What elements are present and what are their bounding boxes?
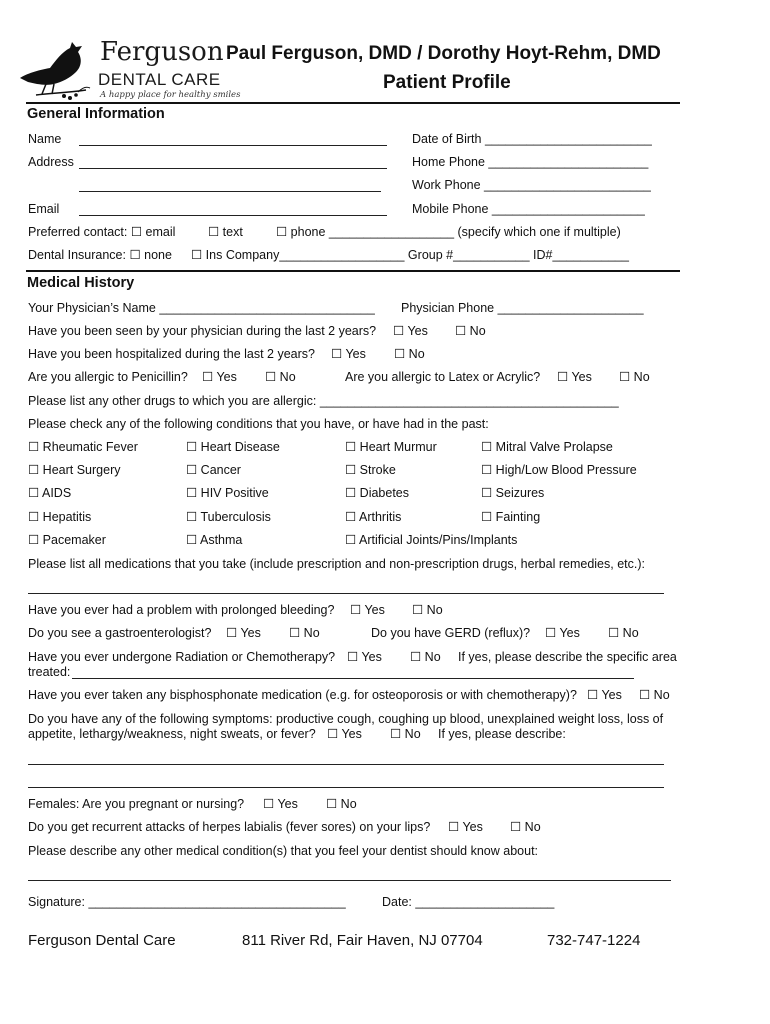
other-conditions-field[interactable] — [28, 880, 671, 881]
condition-hepatitis[interactable]: ☐ Hepatitis — [28, 510, 92, 524]
bisphosphonate-question: Have you ever taken any bisphosphonate medication (e.g. for osteoporosis or with chemotherapy)? — [28, 688, 577, 702]
condition-seizures[interactable]: ☐ Seizures — [481, 486, 545, 500]
bisphosphonate-no[interactable]: ☐ No — [639, 688, 670, 702]
condition-pacemaker[interactable]: ☐ Pacemaker — [28, 533, 106, 547]
gerd-no[interactable]: ☐ No — [608, 626, 639, 640]
dob-field[interactable]: Date of Birth ________________________ — [412, 132, 652, 146]
preferred-contact-text[interactable]: ☐ text — [208, 225, 243, 239]
home-phone-field[interactable]: Home Phone _______________________ — [412, 155, 649, 169]
condition-tuberculosis[interactable]: ☐ Tuberculosis — [186, 510, 271, 524]
logo-name: Ferguson — [100, 37, 224, 67]
other-conditions-question: Please describe any other medical condition(s) that you feel your dentist should know about: — [28, 844, 539, 858]
signature-field[interactable]: Signature: _____________________________________ — [28, 895, 346, 909]
radiation-treated-label: treated: — [28, 665, 71, 679]
cardinal-bird-icon — [16, 38, 100, 102]
medications-field[interactable] — [28, 593, 664, 594]
physician-name-field[interactable]: Your Physician’s Name _______________________________ — [28, 301, 375, 315]
footer-practice-name: Ferguson Dental Care — [28, 932, 176, 949]
radiation-no[interactable]: ☐ No — [410, 650, 441, 664]
condition-cancer[interactable]: ☐ Cancer — [186, 463, 241, 477]
practice-logo — [16, 37, 241, 102]
condition-rheumatic-fever[interactable]: ☐ Rheumatic Fever — [28, 440, 138, 454]
address-field-2[interactable] — [79, 191, 381, 192]
herpes-no[interactable]: ☐ No — [510, 820, 541, 834]
gerd-yes[interactable]: ☐ Yes — [545, 626, 580, 640]
condition-artificial-joints[interactable]: ☐ Artificial Joints/Pins/Implants — [345, 533, 518, 547]
symptoms-describe-field-2[interactable] — [28, 787, 664, 788]
gastroenterologist-yes[interactable]: ☐ Yes — [226, 626, 261, 640]
pregnant-yes[interactable]: ☐ Yes — [263, 797, 298, 811]
address-label: Address — [28, 155, 74, 169]
date-field[interactable]: Date: ____________________ — [382, 895, 555, 909]
work-phone-field[interactable]: Work Phone ________________________ — [412, 178, 651, 192]
latex-no[interactable]: ☐ No — [619, 370, 650, 384]
radiation-yes[interactable]: ☐ Yes — [347, 650, 382, 664]
condition-aids[interactable]: ☐ AIDS — [28, 486, 72, 500]
condition-heart-surgery[interactable]: ☐ Heart Surgery — [28, 463, 121, 477]
logo-subtitle: DENTAL CARE — [98, 70, 221, 89]
medications-question: Please list all medications that you take (include prescription and non-prescription drugs, herbal remedies, etc.): — [28, 557, 645, 571]
conditions-instruction: Please check any of the following conditions that you have, or have had in the past: — [28, 417, 489, 431]
dental-insurance-company[interactable]: ☐ Ins Company__________________ Group #___________ ID#___________ — [191, 248, 629, 262]
form-title: Patient Profile — [383, 72, 511, 93]
condition-hiv-positive[interactable]: ☐ HIV Positive — [186, 486, 269, 500]
hospitalized-yes[interactable]: ☐ Yes — [331, 347, 366, 361]
condition-heart-murmur[interactable]: ☐ Heart Murmur — [345, 440, 437, 454]
latex-question: Are you allergic to Latex or Acrylic? — [345, 370, 541, 384]
logo-tagline: A happy place for healthy smiles — [100, 90, 241, 100]
dental-insurance-none[interactable]: Dental Insurance: ☐ none — [28, 248, 172, 262]
physician-phone-field[interactable]: Physician Phone _____________________ — [401, 301, 644, 315]
email-label: Email — [28, 202, 60, 216]
gastroenterologist-no[interactable]: ☐ No — [289, 626, 320, 640]
gerd-question: Do you have GERD (reflux)? — [371, 626, 531, 640]
condition-diabetes[interactable]: ☐ Diabetes — [345, 486, 410, 500]
seen-physician-question: Have you been seen by your physician during the last 2 years? — [28, 324, 377, 338]
seen-physician-no[interactable]: ☐ No — [455, 324, 486, 338]
address-field[interactable] — [79, 168, 387, 169]
radiation-treated-field[interactable] — [72, 678, 634, 679]
pregnant-question: Females: Are you pregnant or nursing? — [28, 797, 245, 811]
footer-address: 811 River Rd, Fair Haven, NJ 07704 — [242, 932, 483, 949]
hospitalized-question: Have you been hospitalized during the last 2 years? — [28, 347, 315, 361]
condition-stroke[interactable]: ☐ Stroke — [345, 463, 396, 477]
radiation-question: Have you ever undergone Radiation or Chemotherapy? — [28, 650, 336, 664]
penicillin-yes[interactable]: ☐ Yes — [202, 370, 237, 384]
footer-phone: 732-747-1224 — [547, 932, 641, 949]
symptoms-describe-field[interactable] — [28, 764, 664, 765]
email-field[interactable] — [79, 215, 387, 216]
radiation-describe-prompt: If yes, please describe the specific area — [458, 650, 677, 664]
symptoms-question: Do you have any of the following symptoms: productive cough, coughing up blood, unexplained weight loss, loss of — [28, 712, 664, 726]
symptoms-question-cont: appetite, lethargy/weakness, night sweats, or fever? — [28, 727, 316, 741]
pregnant-no[interactable]: ☐ No — [326, 797, 357, 811]
condition-arthritis[interactable]: ☐ Arthritis — [345, 510, 402, 524]
penicillin-question: Are you allergic to Penicillin? — [28, 370, 188, 384]
herpes-question: Do you get recurrent attacks of herpes labialis (fever sores) on your lips? — [28, 820, 431, 834]
condition-blood-pressure[interactable]: ☐ High/Low Blood Pressure — [481, 463, 637, 477]
gastroenterologist-question: Do you see a gastroenterologist? — [28, 626, 212, 640]
doctors-title: Paul Ferguson, DMD / Dorothy Hoyt-Rehm, DMD — [226, 43, 661, 64]
condition-fainting[interactable]: ☐ Fainting — [481, 510, 541, 524]
other-allergies-field[interactable]: Please list any other drugs to which you are allergic: ___________________________________________ — [28, 394, 619, 408]
latex-yes[interactable]: ☐ Yes — [557, 370, 592, 384]
bleeding-yes[interactable]: ☐ Yes — [350, 603, 385, 617]
penicillin-no[interactable]: ☐ No — [265, 370, 296, 384]
mobile-phone-field[interactable]: Mobile Phone ______________________ — [412, 202, 645, 216]
bleeding-question: Have you ever had a problem with prolonged bleeding? — [28, 603, 335, 617]
header-rule — [26, 102, 680, 104]
preferred-contact-email[interactable]: Preferred contact: ☐ email — [28, 225, 176, 239]
medical-history-heading: Medical History — [27, 275, 135, 291]
bisphosphonate-yes[interactable]: ☐ Yes — [587, 688, 622, 702]
hospitalized-no[interactable]: ☐ No — [394, 347, 425, 361]
symptoms-yes[interactable]: ☐ Yes — [327, 727, 362, 741]
symptoms-describe-prompt: If yes, please describe: — [438, 727, 566, 741]
name-label: Name — [28, 132, 62, 146]
bleeding-no[interactable]: ☐ No — [412, 603, 443, 617]
name-field[interactable] — [79, 145, 387, 146]
condition-heart-disease[interactable]: ☐ Heart Disease — [186, 440, 280, 454]
seen-physician-yes[interactable]: ☐ Yes — [393, 324, 428, 338]
condition-mitral-valve-prolapse[interactable]: ☐ Mitral Valve Prolapse — [481, 440, 613, 454]
herpes-yes[interactable]: ☐ Yes — [448, 820, 483, 834]
section-rule — [26, 270, 680, 272]
symptoms-no[interactable]: ☐ No — [390, 727, 421, 741]
general-info-heading: General Information — [27, 106, 165, 122]
condition-asthma[interactable]: ☐ Asthma — [186, 533, 243, 547]
preferred-contact-phone[interactable]: ☐ phone __________________ (specify which one if multiple) — [276, 225, 621, 239]
